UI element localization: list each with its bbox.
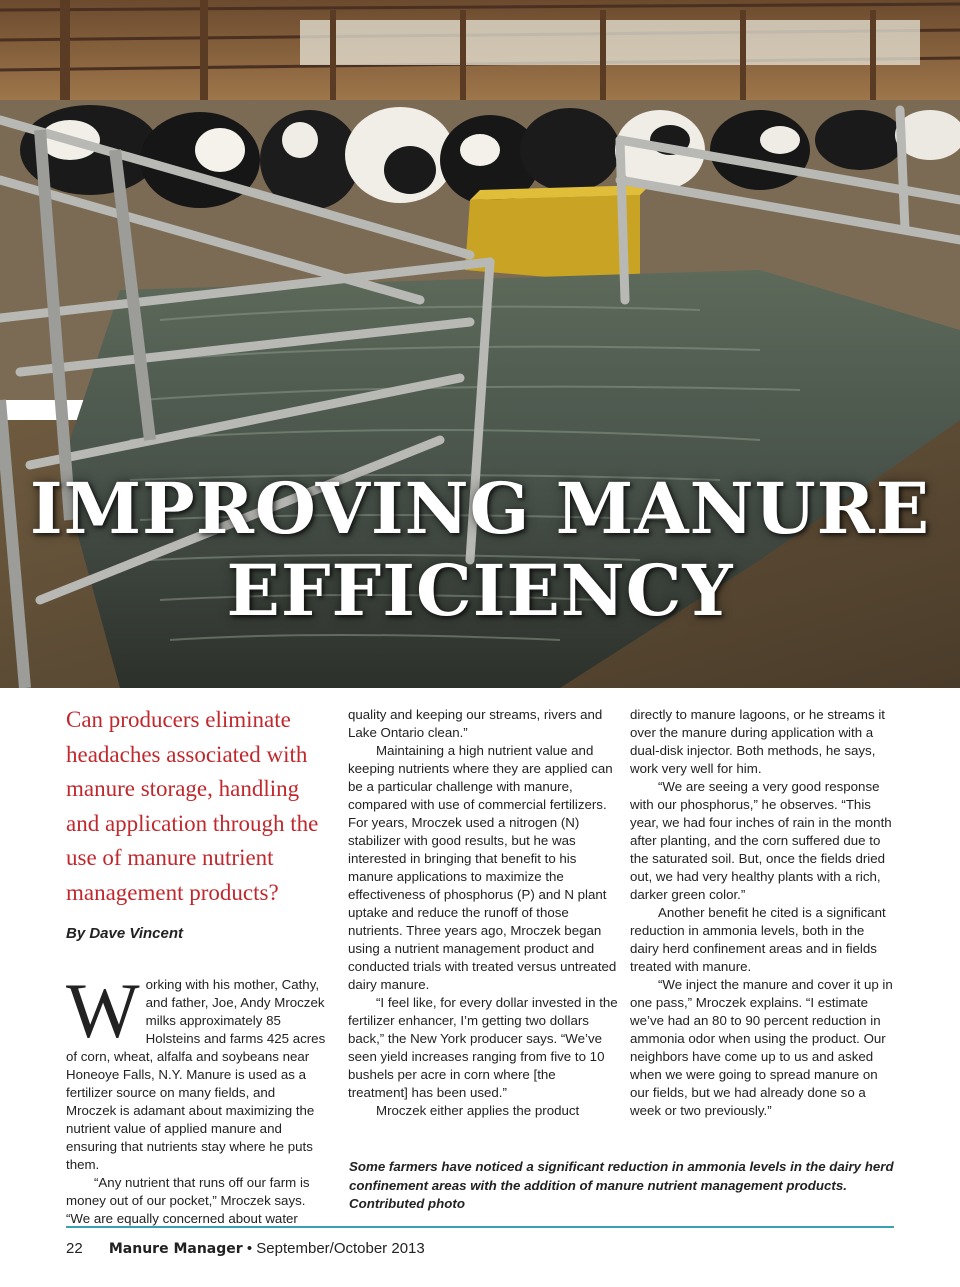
page-footer <box>66 1240 425 1257</box>
paragraph-9: Another benefit he cited is a significant reduction in ammonia levels, both in the dairy herd confinement areas and in fields treated with manure. <box>630 905 886 974</box>
paragraph-1 <box>66 967 328 1174</box>
footer-separator: • <box>246 1240 253 1257</box>
article-column-2 <box>348 706 618 1120</box>
paragraph-3: quality and keeping our streams, rivers and Lake Ontario clean.” <box>348 707 603 740</box>
paragraph-6: Mroczek either applies the product <box>376 1103 580 1118</box>
article-column-3 <box>630 706 896 1120</box>
magazine-name: Manure Manager <box>108 1241 243 1257</box>
drop-cap: W <box>66 967 140 1054</box>
issue-date: September/October 2013 <box>256 1240 425 1257</box>
paragraph-10: “We inject the manure and cover it up in one pass,” Mroczek explains. “I estimate we’ve had an 80 to 90 percent reduction in ammonia odor when using the product. Our neighbors have come up to us and asked when we were going to spread manure on our fields, but we had already done so a week or two previously.” <box>630 977 893 1118</box>
article-title-line-2: EFFICIENCY <box>226 549 734 632</box>
article-deck: Can producers eliminate headaches associated with manure storage, handling and application through the use of manure nutrient management products? <box>66 707 319 905</box>
footer-rule <box>66 1226 894 1228</box>
paragraph-8: “We are seeing a very good response with our phosphorus,” he observes. “This year, we had four inches of rain in the month after planting, and the corn suffered due to the saturated soil. But, once the fields dried out, we had very healthy plants with a rich, darker green color.” <box>630 779 892 902</box>
paragraph-2: “Any nutrient that runs off our farm is money out of our pocket,” Mroczek says. “We are equally concerned about water <box>66 1175 310 1226</box>
byline: By Dave Vincent <box>66 925 183 942</box>
article-title <box>0 468 960 632</box>
paragraph-5: “I feel like, for every dollar invested in the fertilizer enhancer, I’m getting two dollars back,” the New York producer says. “We’ve seen yield increases ranging from five to 10 bushels per acre in corn where [the treatment] has been used.” <box>348 995 618 1100</box>
paragraph-4: Maintaining a high nutrient value and keeping nutrients where they are applied can be a particular challenge with manure, compared with use of commercial fertilizers. For years, Mroczek used a nitrogen (N) stabilizer with good results, but he was interested in bringing that benefit to his manure applications to maximize the effectiveness of phosphorus (P) and N plant uptake and reduce the runoff of those nutrients. Three years ago, Mroczek began using a nutrient management product and conducted trials with treated versus untreated dairy manure. <box>348 743 617 992</box>
paragraph-1-text: orking with his mother, Cathy, and father, Joe, Andy Mroczek milks approximately 85 Holsteins and farms 425 acres of corn, wheat, alfalfa and soybeans near Honeoye Falls, N.Y. Manure is used as a fertilizer source on many fields, and Mroczek is adamant about maximizing the nutrient value of applied manure and ensuring that nutrients stay where he puts them. <box>66 977 326 1172</box>
page-number: 22 <box>66 1240 83 1257</box>
paragraph-7: directly to manure lagoons, or he streams it over the manure during application with a dual-disk injector. Both methods, he says, work very well for him. <box>630 707 885 776</box>
photo-caption: Some farmers have noticed a significant reduction in ammonia levels in the dairy herd confinement areas with the addition of manure nutrient management products. Contributed photo <box>349 1159 894 1211</box>
article-title-line-1: IMPROVING MANURE <box>29 467 931 550</box>
article-column-1 <box>66 967 328 1228</box>
